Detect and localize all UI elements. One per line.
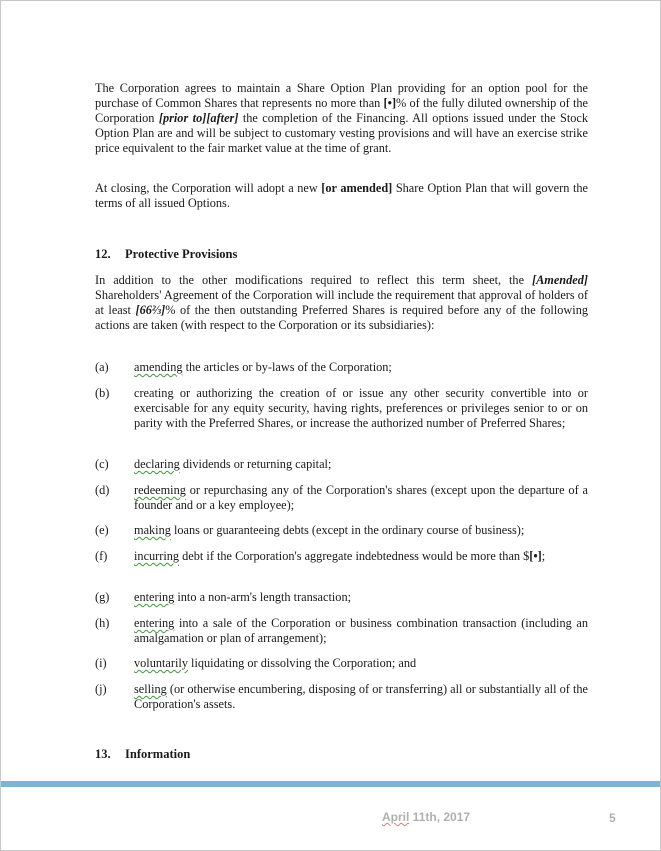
item-label: (e) — [95, 523, 109, 537]
item-lead: redeeming — [134, 483, 186, 497]
paragraph-closing — [95, 181, 588, 211]
footer-date — [382, 810, 470, 824]
section-title: Information — [125, 747, 191, 761]
item-label: (a) — [95, 360, 109, 374]
section-12-heading — [95, 247, 588, 262]
item-label: (g) — [95, 590, 110, 604]
placeholder-bracket: [•] — [383, 96, 397, 110]
item-label: (j) — [95, 682, 107, 696]
section-title: Protective Provisions — [125, 247, 238, 261]
footer-date-rest: 11th, 2017 — [409, 810, 471, 824]
footer-date-month: April — [382, 810, 410, 824]
placeholder-bracket: [66⅔] — [135, 303, 166, 317]
placeholder-bracket: [prior to][after] — [158, 111, 239, 125]
item-text: into a non-arm's length transaction; — [174, 590, 352, 604]
item-lead: amending — [134, 360, 183, 374]
item-text: the articles or by-laws of the Corporation; — [182, 360, 392, 374]
item-lead: declaring — [134, 457, 180, 471]
item-lead: incurring — [134, 549, 180, 563]
item-text: into a sale of the Corporation or business combination transaction (including an amalgamation or plan of arrangement); — [134, 616, 588, 645]
item-text: or repurchasing any of the Corporation's shares (except upon the departure of a founder and or a key employee); — [134, 483, 588, 512]
placeholder-bracket: [Amended] — [531, 273, 588, 287]
text: the completion of the Financing. All options issued under the Stock Option Plan are and will be subject to customary vesting provisions and will have an exercise strike price equivalent to the fair market value at the time of grant. — [95, 111, 588, 155]
item-text: creating or authorizing the creation of or issue any other security convertible into or exercisable for any equity security, having rights, preferences or privileges senior to or on parity with the Preferred Shares, or increase the authorized number of Preferred Shares; — [134, 386, 588, 430]
placeholder-bracket: [•] — [529, 549, 542, 563]
item-lead: entering — [134, 590, 175, 604]
footer-divider-bar — [1, 781, 660, 787]
section-13-heading — [95, 747, 588, 762]
item-label: (h) — [95, 616, 110, 630]
item-lead: voluntarily — [134, 656, 188, 670]
paragraph-protective-intro — [95, 273, 588, 333]
text: Shareholders' Agreement of the Corporation will include the requirement that approval of holders of at least — [95, 288, 588, 317]
item-text: liquidating or dissolving the Corporation; and — [187, 656, 417, 670]
item-text: loans or guaranteeing debts (except in the ordinary course of business); — [170, 523, 525, 537]
placeholder-bracket: [or amended] — [321, 181, 393, 195]
item-text: dividends or returning capital; — [179, 457, 332, 471]
item-label: (i) — [95, 656, 107, 670]
item-lead: selling — [134, 682, 167, 696]
item-text: ; — [541, 549, 546, 563]
item-text: debt if the Corporation's aggregate indebtedness would be more than $ — [179, 549, 530, 563]
page-number: 5 — [609, 811, 616, 825]
text: % of the then outstanding Preferred Shares is required before any of the following actions are taken (with respect to the Corporation or its subsidiaries): — [95, 303, 589, 332]
item-text: (or otherwise encumbering, disposing of or transferring) all or substantially all of the Corporation's assets. — [134, 682, 588, 711]
item-label: (c) — [95, 457, 109, 471]
text: At closing, the Corporation will adopt a new — [95, 181, 322, 195]
item-label: (b) — [95, 386, 110, 400]
text: The Corporation agrees to maintain a Share Option Plan providing for an option pool for the purchase of Common Shares that represents no more than — [95, 81, 588, 110]
item-lead: making — [134, 523, 171, 537]
section-number: 13. — [95, 747, 111, 761]
section-number: 12. — [95, 247, 111, 261]
item-lead: entering — [134, 616, 175, 630]
item-label: (d) — [95, 483, 110, 497]
paragraph-option-plan — [95, 81, 588, 156]
text: % of the fully diluted ownership of the Corporation — [95, 96, 588, 125]
item-label: (f) — [95, 549, 108, 563]
text: In addition to the other modifications required to reflect this term sheet, the — [95, 273, 532, 287]
text: Share Option Plan that will govern the terms of all issued Options. — [95, 181, 588, 210]
